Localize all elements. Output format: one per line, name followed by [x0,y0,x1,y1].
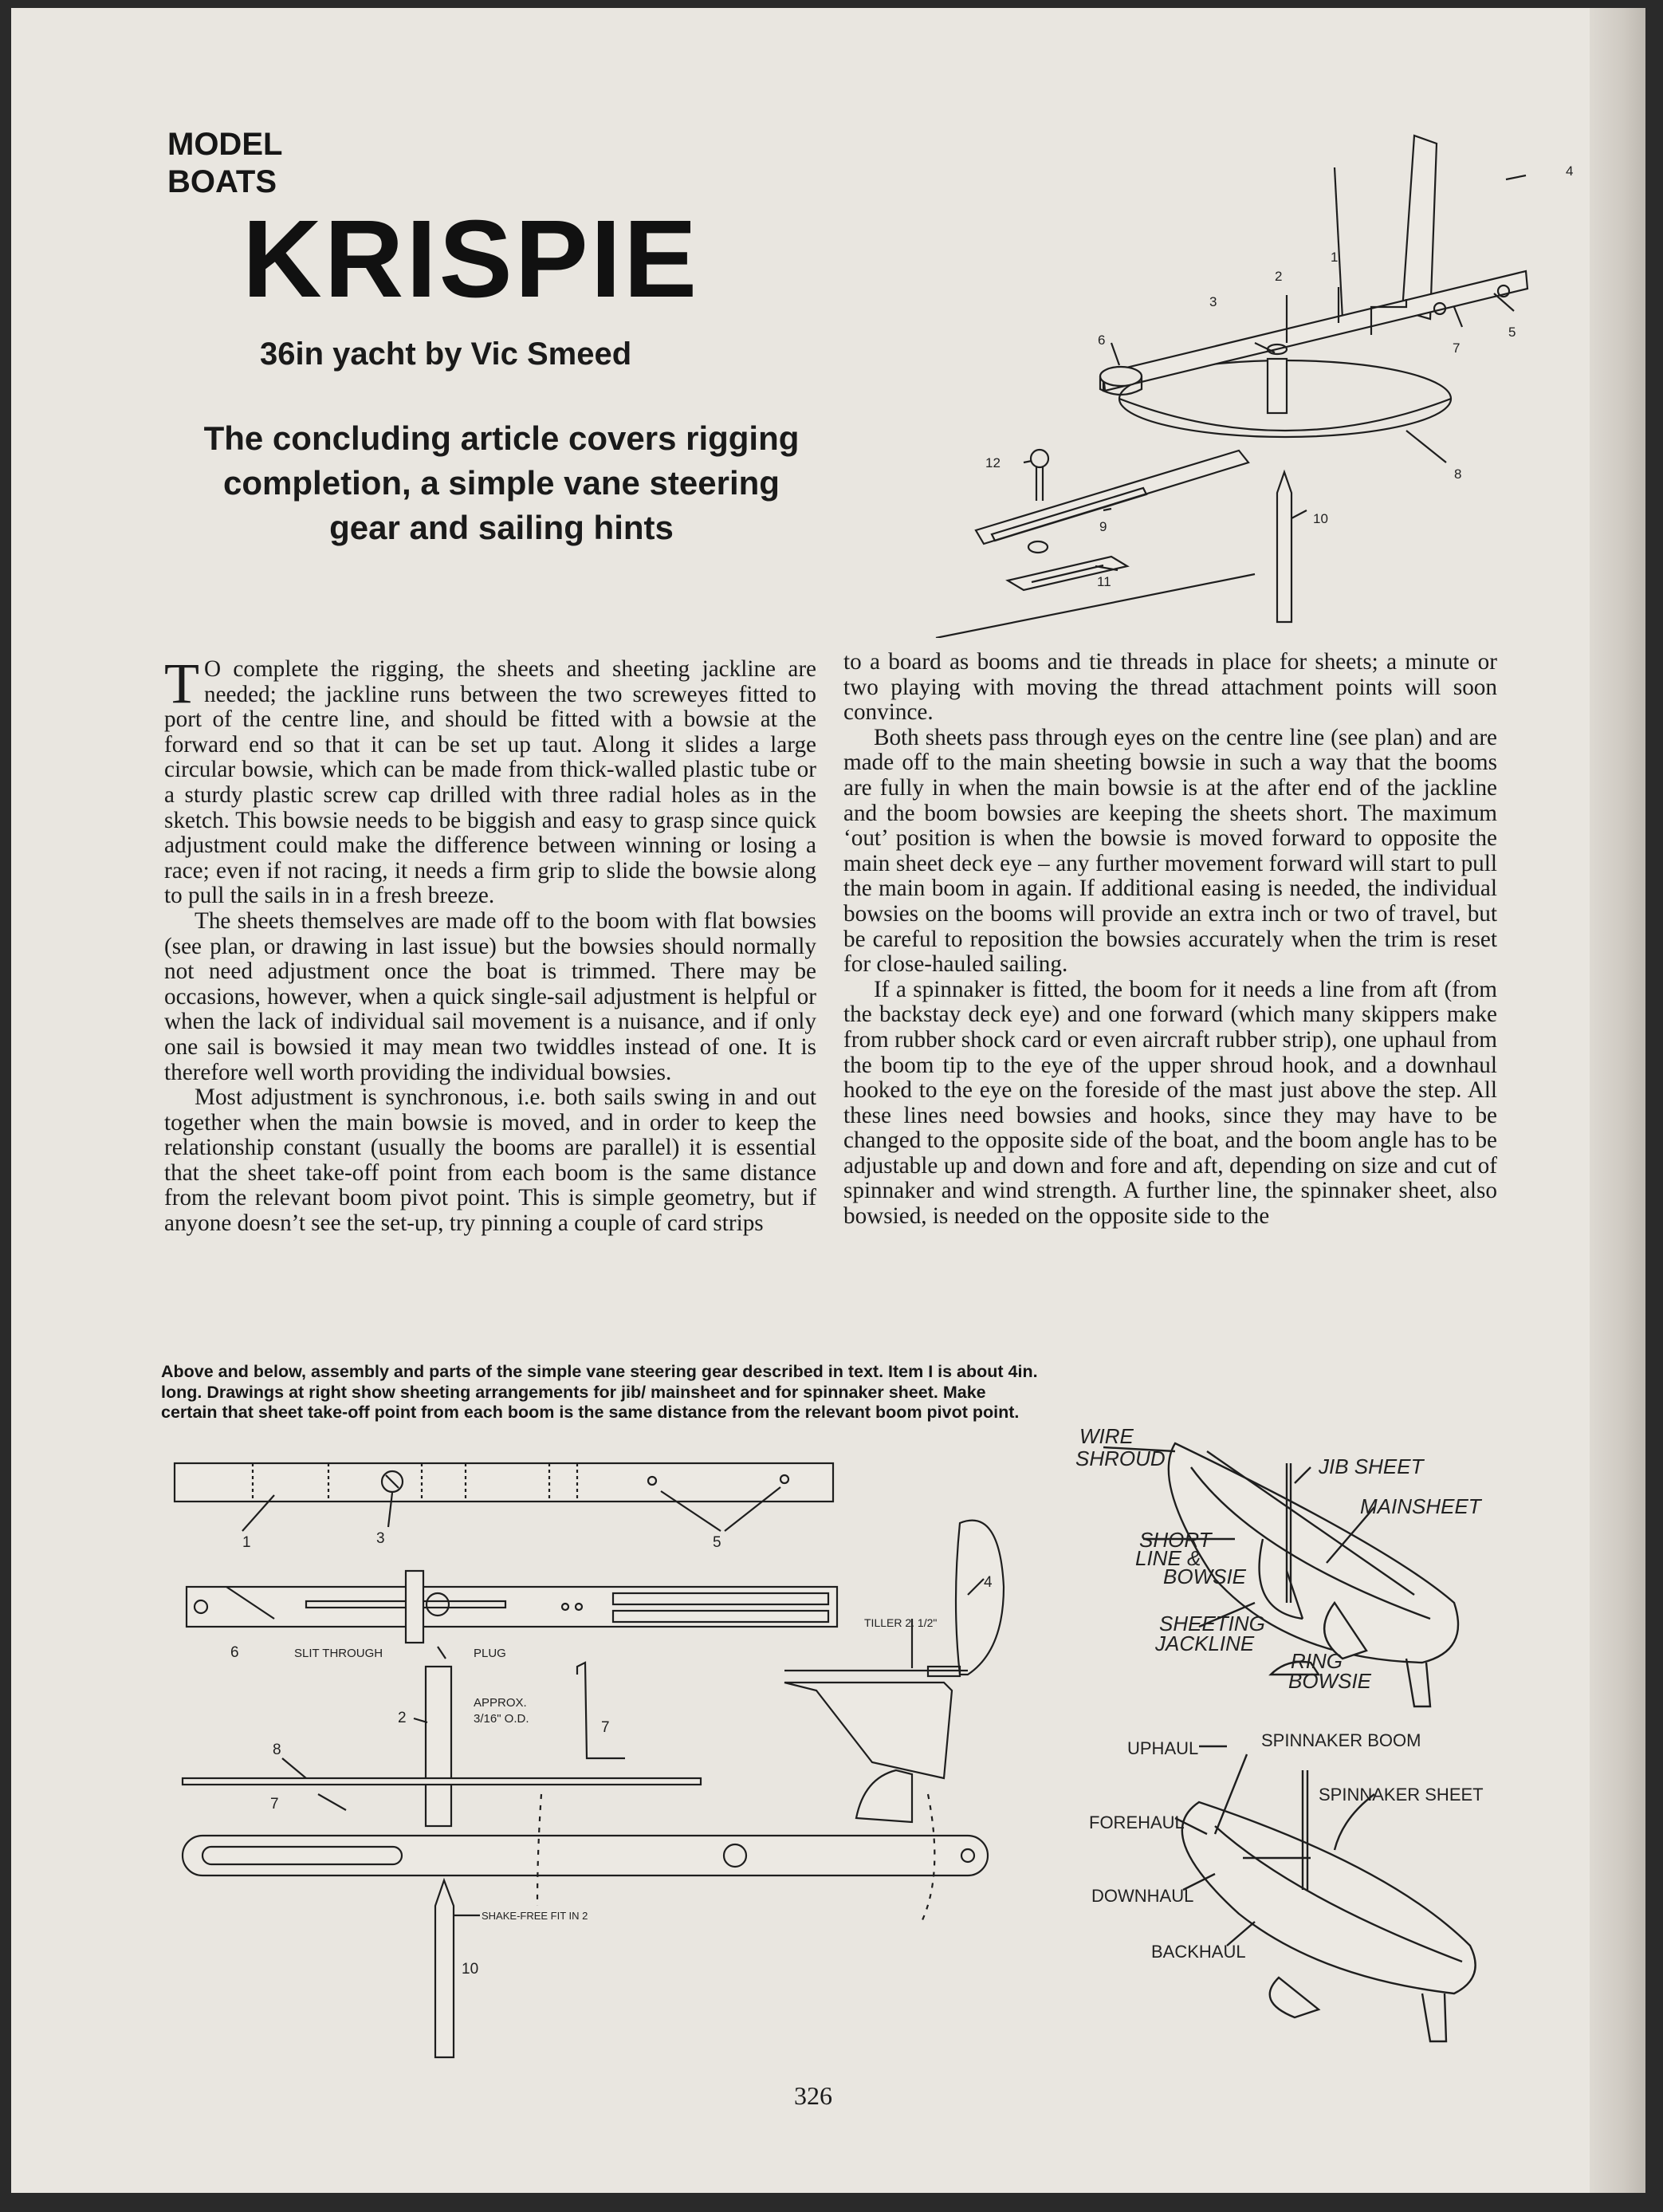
parts-tiller: TILLER 2. 1/2" [864,1616,938,1629]
label-short-line-3: BOWSIE [1163,1565,1247,1588]
parts-shake-free: SHAKE-FREE FIT IN 2 [482,1910,588,1922]
standfirst: The concluding article covers rigging completion, a simple vane steering gear and sailing hints [203,419,800,546]
assembly-num-12: 12 [985,455,1001,470]
magazine-brand [167,126,282,201]
parts-approx-2: 3/16" O.D. [474,1712,529,1726]
parts-num-3: 3 [376,1530,385,1547]
label-ring: RING [1291,1649,1343,1673]
page-number: 326 [794,2081,832,2110]
parts-num-8: 8 [273,1742,281,1758]
assembly-num-2: 2 [1275,269,1283,284]
column2-paragraph-1: to a board as booms and tie threads in place for sheets; a minute or two playing with moving the thread attachment points will soon convince. [843,649,1497,726]
label-mainsheet: MAINSHEET [1360,1494,1481,1518]
label-shroud: SHROUD [1075,1446,1166,1470]
parts-num-7a: 7 [601,1719,610,1736]
parts-slit-through: SLIT THROUGH [294,1647,383,1660]
vane-assembly-drawing [904,128,1606,638]
column1-paragraph-2: The sheets themselves are made off to the boom with flat bowsies (see plan, or drawing in last issue) but the bowsies should normally not need adjustment once the boat is trimmed. There may be occasions, however, when a quick single-sail adjustment is helpful or when the lack of individual sail movement is a nuisance, and if only one sail is bowsied it may mean two twiddles instead of one. It is therefore well worth providing the individual bowsies. [164,907,816,1085]
label-jackline: JACKLINE [1155,1631,1255,1655]
assembly-num-10: 10 [1313,511,1328,526]
label-jib-sheet: JIB SHEET [1319,1454,1424,1478]
label-backhaul: BACKHAUL [1151,1942,1246,1962]
vane-parts-drawing [163,1443,1040,2065]
parts-num-2: 2 [398,1710,407,1726]
article-column-1 [164,651,816,1237]
parts-approx-1: APPROX. [474,1696,527,1710]
drop-cap: T [164,651,199,715]
parts-num-10: 10 [462,1961,479,1978]
label-ring-bowsie: BOWSIE [1288,1669,1372,1693]
label-sheeting: SHEETING [1159,1612,1265,1635]
assembly-num-11: 11 [1097,574,1111,589]
parts-num-6: 6 [230,1644,239,1661]
assembly-num-3: 3 [1209,294,1217,309]
column2-paragraph-3: If a spinnaker is fitted, the boom for it needs a line from aft (from the backstay deck eye) and one forward (which many skippers make from rubber shock card or even aircraft rubber strip), one uphaul from the boom tip to the eye of the upper shroud hook, and a downhaul hooked to the eye on the foreside of the mast just above the step. All these lines need bowsies and hooks, since they may have to be changed to the opposite side of the boat, and the boom angle has to be adjustable up and down and fore and aft, depending on size and cut of spinnaker and wind strength. A further line, the spinnaker sheet, also bowsied, is needed on the opposite side to the [843,976,1497,1230]
parts-num-5: 5 [713,1534,721,1551]
assembly-num-5: 5 [1508,325,1516,340]
column1-paragraph-1-text: O complete the rigging, the sheets and sheeting jackline are needed; the jackline runs between the two screweyes fitted to port of the centre line, and should be fitted with a bowsie at the forward end so that it can be set up taut. Along it slides a large circular bowsie, which can be made from thick-walled plastic tube or a sturdy plastic screw cap drilled with three radial holes as in the sketch. This bowsie needs to be biggish and easy to grasp since quick adjustment could make the difference between winning or losing a race; even if not racing, it needs a firm grip to slide the bowsie along to pull the sails in in a fresh breeze. [164,656,816,909]
assembly-num-6: 6 [1098,333,1106,348]
column1-paragraph-1 [164,651,816,909]
label-downhaul: DOWNHAUL [1091,1886,1194,1906]
assembly-num-9: 9 [1099,519,1107,534]
assembly-num-1: 1 [1331,250,1339,265]
label-uphaul: UPHAUL [1127,1738,1199,1758]
parts-num-7b: 7 [270,1796,279,1813]
parts-plug: PLUG [474,1647,506,1660]
label-spinnaker-boom: SPINNAKER BOOM [1261,1730,1421,1750]
magazine-page [11,8,1645,2193]
byline: 36in yacht by Vic Smeed [260,337,632,372]
brand-line-2: BOATS [167,164,277,199]
article-title: KRISPIE [242,198,700,321]
column2-paragraph-2: Both sheets pass through eyes on the centre line (see plan) and are made off to the main sheeting bowsie in such a way that the booms are fully in when the main bowsie is at the after end of the jackline and the boom bowsies are keeping the sheets short. The maximum ‘out’ position is when the bowsie is moved forward to opposite the main sheet deck eye – any further movement forward will start to pull the main boom in again. If additional easing is needed, the individual bowsies on the booms will provide an extra inch or two of travel, but be careful to reposition the bowsies accurately when the trim is reset for close-hauled sailing. [843,724,1497,978]
label-short-line-1: SHORT [1139,1528,1212,1552]
brand-line-1: MODEL [167,127,283,162]
parts-num-1: 1 [242,1534,251,1551]
assembly-num-4: 4 [1566,163,1574,179]
label-short-line-2: LINE & [1135,1546,1201,1570]
column1-paragraph-3: Most adjustment is synchronous, i.e. both sails swing in and out together when the main bowsie is moved, and in order to keep the relationship constant (usually the booms are parallel) it is essential that the sheet take-off point from each boom is the same distance from the relevant boom pivot point. This is simple geometry, but if anyone doesn’t see the set-up, try pinning a couple of card strips [164,1084,816,1237]
article-column-2 [843,650,1497,1230]
assembly-num-8: 8 [1454,466,1462,482]
figure-caption: Above and below, assembly and parts of the simple vane steering gear described in text. Item I is about 4in. long. Drawings at right show sheeting arrangements for jib/ mainsheet and for spinnaker sheet. Make certain that sheet take-off point from each boom is the same distance from the relevant boom pivot point. [161,1362,1038,1422]
label-forehaul: FOREHAUL [1089,1813,1185,1832]
sheeting-drawings [1056,1419,1502,2057]
label-wire: WIRE [1079,1424,1134,1448]
assembly-num-7: 7 [1453,340,1461,356]
parts-num-4: 4 [984,1574,993,1591]
label-spinnaker-sheet: SPINNAKER SHEET [1319,1785,1484,1805]
